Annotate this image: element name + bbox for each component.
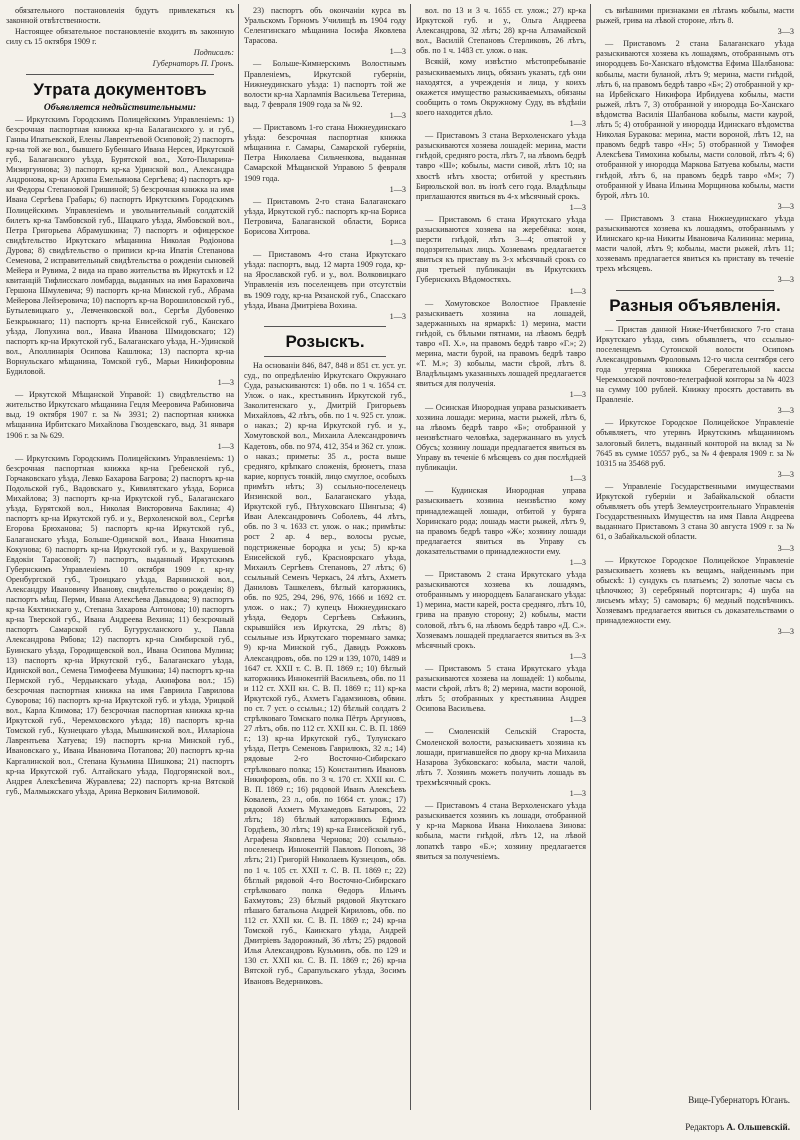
vice-governor-signature: Вице-Губернаторъ Юганъ. [688, 1095, 790, 1105]
publication-number: 1—3 [389, 238, 406, 248]
paragraph: — Приставомъ 2 стана Иркутскаго уѣзда разыскиваются хозяева къ лошадямъ, отобраннымъ у инородцевъ Балаганскаго уѣзда: 1) мерина, масти карей, роста средняго, лѣтъ 10, грива на правую сторону; 2) кобылы, масти соловой, лѣтъ 6, на лѣвомъ бедрѣ тавро «Д. С.». Хозяевамъ лошадей предлагается явиться въ 3-х мѣсячный срокъ. [416, 570, 586, 650]
signed-label: Подписалъ: [193, 48, 234, 58]
column-3 [416, 6, 586, 1100]
divider [264, 356, 386, 357]
paragraph: съ внѣшними признаками ея лѣтамъ кобылы, масти рыжей, грива на лѣвой стороне, лѣтъ 8. [596, 6, 794, 26]
column-divider [410, 4, 411, 1110]
paragraph: — Кудинская Инородная управа разыскиваетъ хозяина неизвѣстно кому принадлежащей лошади, отбитой у буряга Хоринскаго рода; лошадь масти рыжей, лѣтъ 9, на правомъ бедрѣ тавро «Ж»; хозяину лошади предлагается явиться въ Управу съ доказательствами о принадлежности ему. [416, 486, 586, 556]
publication-number: 1—3 [569, 474, 586, 484]
column-2 [244, 6, 406, 1100]
divider [616, 290, 774, 291]
divider [26, 74, 214, 75]
publication-number: 3—3 [777, 469, 794, 479]
section-subtitle: Объявляется недѣйствительными: [43, 102, 197, 113]
editor-label: Редакторъ [685, 1122, 725, 1132]
paragraph: Настоящее обязательное постановленіе входитъ въ законную силу съ 15 октября 1909 г. [6, 27, 234, 47]
paragraph: Всякій, кому извѣстно мѣстопребываніе разыскиваемыхъ лицъ, обязанъ указать, гдѣ они находятся, а учрежденія и лица, у коихъ окажется имущество разыскиваемыхъ, обязаны сообщить о томъ Окружному Суду, въ вѣдѣніи коего находится дѣло. [416, 57, 586, 117]
publication-number: 1—3 [569, 202, 586, 212]
paragraph: — Приставомъ 2 стана Балаганскаго уѣзда разыскиваются хозяева къ лошадямъ, отобраннымъ отъ инородцевъ Бо-Ханскаго вѣдомства Ефима Шалбанова: кобылы, масти буланой, лѣтъ 9; мерина, масти гнѣдой, лѣтъ 6, на правомъ бедрѣ тавро «Б»; 2) отобранной у кр-на Ирбейскаго Никифора Ирбидуева кобылы, масти рыжей, лѣтъ 7, 3) отобранной у инородца Бо-Ханскаго вѣдомства Василія Шалбанова кобылы, масти каурой, лѣтъ 5; 4) отобранной у инородца Идинскаго вѣдомства Николая Буракова: мерина, масти вороной, лѣтъ 12, на правомъ бедрѣ тавро «Н»; 5) отобранной у Тимофея Алексѣева Тимохина кобылы, масти соловой, лѣтъ 4; 6) отобранной у инородца Маркова Батуева кобылы, масти гнѣдой, лѣтъ 6, на правомъ бедрѣ тавро «М»; 7) отобранной у Ивана Ильина Морщинова кобылы, масти бурой, лѣтъ 10. [596, 39, 794, 200]
publication-number: 3—3 [777, 627, 794, 637]
paragraph: — Хомутовское Волостное Правленіе разыскиваетъ хозяина на лошадей, задержанныхъ на ярмаркѣ: 1) мерина, масти гнѣдой, съ бѣлыми пятнами, на лѣвомъ бедрѣ тавро «П. X.», на правомъ бедрѣ тавро «Г.»; 2) мерина, масти бурой, на правомъ бедрѣ тавро «Т. М.»; 3) кобылы, масти сѣрой, лѣтъ 8. Владѣльцамъ указанныхъ лошадей предлагается явиться для полученія. [416, 298, 586, 389]
paragraph: 23) паспортъ объ окончаніи курса въ Уральскомъ Горномъ Училищѣ въ 1904 году Селенгинскаго мѣщанина Іосифа Яковлева Тарасова. [244, 6, 406, 46]
column-4 [596, 6, 794, 1100]
paragraph: — Больше-Кимнерскимъ Волостнымъ Правленіемъ, Иркутской губерніи, Нижнеудинскаго уѣзда: 1) паспортъ той же волости кр-на Харлампія Васильева Тетерина, выд. 7 февраля 1909 года за № 92. [244, 59, 406, 109]
paragraph: — Иркутскимъ Городскимъ Полицейскимъ Управленіемъ: 1) безсрочная паспортная книжка кр-на Балаганского у. и губ., Ганны Ипатьевской, Елены Лаврентьевой Осиповой; 2) паспортъ кр-на той же вол., бывшего Бубеннаго Ивана Нерсея, Иркутской губ., Балаганского уѣзда, Бурятской вол., Хото-Пиларина-Мизиргуинова; 3) паспортъ кр-ка Удинской вол., Александра Андронова, кр-ки Архипа Емельянова Сергѣева; 4) паспортъ кр-ки Федоры Степановой Гришиной; 5) безсрочная книжка на имя Ивана Сергѣева Грабарь; 6) паспортъ Иркутскимъ Городскимъ Полицейскимъ Управленіемъ и увольнительный солдатскій билетъ кр-ка Тамбовской губ., Шацкаго уѣзда, Ямбовской вол., Петра Григорьева Абрамушкина; 7) паспортъ и офицерское свидѣтельство Иркутскаго мѣщанина Николая Родіонова Дурова; 8) свидѣтельство о приписи кр-на Ипатія Степанова Семенова, 2 исправительный свидѣтельства о рожденіи сыновей Мейера и Рувима, 2 вида на право жительства въ Иркутскѣ и 12 квитанцій Тифлисскаго ломбарда, выданных на имя Бараховича Гершона Шмулевича; 9) паспортъ кр-на Минской губ., Абрама Мейерова Лейзеровича; 10) паспортъ кр-на Ворошиловской губ., Бутылевицкаго у., Левченковской вол., Сергѣя Дубовенко Безкрыжнаго; 11) паспортъ кр-на Енисейской губ., Канскаго уѣзда, Лопухина вол., Ивана Иванова Шмидовскаго; 12) паспортъ кр-на Иркутской губ., Балаганскаго уѣзда, Н.-Удинской вол., Аполлинарія Осипова Кашлюка; 13) паспорта кр-на Ворнульскаго мѣщанина, Томской губ., Марьи Никифоровны Будиловой. [6, 114, 234, 376]
paragraph: — Приставомъ 5 стана Иркутскаго уѣзда разыскиваются хозяева на лошадей: 1) кобылы, масти сѣрой, лѣтъ 8; 2) мерина, масти вороной, лѣтъ 5; отобранных у крестьянина Андрея Осипова Васильева. [416, 663, 586, 714]
publication-number: 1—3 [389, 110, 406, 120]
paragraph: — Приставомъ 1-го стана Нижнеудинскаго уѣзда: безсрочная паспортная книжка мѣщанина г. Самары, Самарской губерніи, Петра Николаева Сильченкова, выданная Самарской Мѣщанской Управою 5 февраля 1909 года. [244, 123, 406, 183]
paragraph: — Приставомъ 6 стана Иркутскаго уѣзда разыскиваются хозяева на жеребёнка: коня, шерсти гнѣдой, лѣтъ 3—4; отнятой у подозрительных лицъ. Хозяевамъ предлагается явиться къ приставу въ 3-х мѣсячный срокъ со дня третьей публикаціи въ Иркутскихъ Губернскихъ Вѣдомостяхъ. [416, 214, 586, 285]
publication-number: 1—3 [389, 311, 406, 321]
paragraph: обязательного постановленія будутъ привлекаться къ законной отвѣтственности. [6, 6, 234, 26]
paragraph: — Иркутскимъ Городскимъ Полицейскимъ Управленіемъ: 1) безсрочная паспортная книжка кр-на Гребенской губ., Горчаковскаго уѣзда, Левко Бахарова Багрова; 2) паспортъ кр-на Подольской губ., Вадовскаго у., Кивилятскаго уѣзда, Бориса Михайлова; 3) паспортъ кр-на Иркутской губ., Балаганскаго уѣзда, Бурятской вол., Николая Викторовича Баклина; 4) паспортъ кр-на Иркутской губ. и у., Верхоленской вол., Сергѣя Егорова Брюханова; 5) паспортъ кр-на Иркутской губ., Балаганскаго уѣзда, Больше-Одинской вол., Ивана Никитина Кокунова; 6) паспортъ кр-на Иркутской губ. и у., Вахрушевой Евдокіи Тарасовой; 7) паспортъ, выданный Иркутскимъ Губернскимъ Управленіемъ 10 октября 1909 г. кр-ну Оренбургской губ., Троицкаго уѣзда, Варнинской вол., Александру Ивановичу Иванову, свидѣтельство о рожденіи; 8) паспортъ мѣщ. Перми, Ивана Алексѣева Давыдова; 9) паспортъ кр-на Кяхтинскаго у., Степана Захарова Антонова; 10) паспортъ кр-на Тверской губ., Ивана Андреева Вехина; 11) безсрочный паспортъ Самарской губ. Бугурусланского у., Павла Александрова Рябова; 12) паспортъ кр-на Симбирской губ., Буинскаго уѣзда, Городищевской вол., Ивана Осипова Мулина; 13) паспортъ кр-на Иркутской губ., Балаганскаго уѣзда, Идинской вол., Семена Тимофеева Мушкина; 14) паспортъ кр-на Пермской губ., Чердынскаго уѣзда, Акинфова вол.; 15) безсрочная паспортная книжка на имя Гавриила Гаврилова Суворова; 16) паспортъ кр-на Иркутской губ. и уѣзда, Урицкой вол., Карла Климова; 17) безсрочная паспортная книжка кр-на Иркутской губ., Черемховского уѣзда; 18) паспортъ кр-на Томской губ., Кузнецкаго уѣзда, Мышкинской вол., Илларіона Лаврентьева Хатуева; 19) паспортъ кр-на Минской губ., Ивановскаго у., Ивана Ивановича Потапова; 20) паспортъ кр-на Каргалинской вол., Степана Кузьмина Шишкова; 21) паспортъ кр-на Иркутской губ. Алтайскаго уѣзда, Подгорянской вол., Андрея Алексѣевича Журавлева; 22) паспортъ кр-на Вятской губ., Малмыжскаго уѣзда, Арина Веркович Билимовой. [6, 453, 234, 796]
section-title-search: Розыскъ. [285, 331, 365, 351]
publication-number: 3—3 [777, 201, 794, 211]
paragraph: На основаніи 846, 847, 848 и 851 ст. уст. уг. суд., по опредѣленію Иркутскаго Окружнаго Суда, разыскиваются: 1) обв. по 1 ч. 1654 ст. Улож. о нак., крестьянинъ Иркутской губ., Заколитенскаго у., Дмитрій Григорьевъ Михайловъ, 42 лѣтъ, обв. по 1 ч. 925 ст. улож. о наказ.; 2) кр-на Иркутской губ. и у., Хомутовской вол., Михаила Александровичъ Кадетовъ, обв. по 974, 412, 354 и 362 ст. улож. о наказ.; приметы: 35 л., роста выше средняго, крѣпкаго сложенія, брюнетъ, глаза карие, корпусъ тонкій, лицо смуглое, особыхъ примѣтъ нѣтъ; 3) ссыльно-поселенецъ Инзинской вол., Балаганскаго уѣзда, Иркутской губ., Пѣтуховскаго Шингыза; 4) Иван Александровичъ Соболевъ, 44 лѣтъ, обв. по 3 ч. 1633 ст. улож. о нак.; примѣты: рост 2 ар. 4 вер., волосы русые, подстриженые бородка и усы; 5) кр-ка Енисейской губ., Красноярскаго уѣзда, Михаилъ Сергѣевъ Степановъ, 27 лѣтъ; 6) ссыльный Семенъ Черкасъ, 24 лѣтъ, Ахметъ Даниловъ Ташкелевъ, бѣглый каторжникъ, обв. по 925, 294, 296, 976, 1666 и 1692 ст. улож. о нак.; 7) купецъ Нижнеудинскаго уѣзда, Ѳедоръ Сергѣевъ Свѣжинъ, скрывшійся изъ Иркутска, 29 лѣтъ; 8) ссыльные изъ Иркутскаго тюремнаго замка; 9) кр-на Минской губ., Давидъ Рожковъ Александровъ, обв. по 129 и 139, 1070, 1489 и 1647 ст. XXII т. С. В. П. 1869 г.; 10) бѣглый каторжникъ Иннокентій Васильевъ, обв. по 11 и 112 ст. XXII кн. С. В. П. 1869 г.; 11) кр-ка Иркутской губ., Ахметъ Гадамзиновъ, обвин. по ст. 7 уст. о ссыльн.; 12) бѣглый солдатъ 2 стрѣлковаго Томскаго полка Пётръ Аргуновъ, 27 лѣтъ, обв. по 112 ст. XXII кн. С. В. П. 1869 г.; 13) кр-на Иркутской губ., Тулунскаго уѣзда, Петръ Семеновъ Гаврилюкъ, 32 л.; 14) рядовые 2-го Восточно-Сибирскаго стрѣлковаго полка; 15) Константинъ Ивановъ Никифоровъ, обв. по 3 ч. 170 ст. XXII кн. С. В. П. 1869 г.; 16) рядовой Иванъ Алексѣевъ Ковалевъ, 23 л., обв. по 1664 ст. улож.; 17) рядовой Ахметъ Мухамедовъ Батыровъ, 22 лѣтъ; 18) бѣглый каторжникъ Ефимъ Гордѣевъ, 30 лѣтъ; 19) кр-ка Енисейской губ., Аграфена Яковлева Чернова; 20) ссыльно-поселенецъ Иннокентій Павловъ Поповъ, 38 лѣтъ; 21) Григорій Николаевъ Кузнецовъ, обв. по 1 ч. 105 ст. XXII т. С. В. П. 1869 г.; 22) бѣглый рядовой 4-го Восточно-Сибирскаго стрѣлковаго полка Ѳедоръ Ильичъ Бахмутовъ; 23) бѣглый рядовой Якутскаго пѣшаго батальона Андрей Кириловъ, обв. по 112 ст. XXII кн. С. В. П. 1869 г.; 24) кр-на Томской губ., Каинскаго уѣзда, Андрей Дмитріевъ Задорожный, 36 лѣтъ; 25) рядовой Илья Александровъ Кузьминъ, обв. по 129 и 130 ст. XXII кн. С. В. П. 1869 г.; 26) кр-на Вятской губ., Сарапульскаго уѣзда, Зосимъ Ивановъ Ведерниковъ. [244, 360, 406, 986]
publication-number: 1—3 [217, 441, 234, 451]
publication-number: 3—3 [777, 275, 794, 285]
publication-number: 1—3 [389, 184, 406, 194]
publication-number: 3—3 [777, 27, 794, 37]
column-divider [590, 4, 591, 1110]
divider [616, 320, 774, 321]
paragraph: — Осинская Инородная управа разыскиваетъ хозяина лошади: мерина, масти рыжей, лѣтъ 6, на лѣвомъ бедрѣ тавро «Б»; отобранной у неизвѣстнаго человѣка, задержаннаго въ улусѣ Обусъ; хозяину лошади предлагается явиться въ Управу въ теченіе 6 мѣсяцевъ со дня послѣдней публикаціи. [416, 402, 586, 473]
section-title-lost-documents: Утрата документовъ [33, 79, 207, 99]
paragraph: — Иркутское Городское Полицейское Управленіе разыскиваетъ хозяевъ къ вещамъ, найденнымъ при обыскѣ: 1) сундукъ съ платьемъ; 2) золотые часы съ цѣпочкою; 3) серебряный портсигаръ; 4) шуба на лисьемъ мѣху; 5) самоваръ; 6) медный подсвѣчникъ. Хозяевамъ предлагается явиться съ доказательствами о принадлежности ему. [596, 555, 794, 626]
divider [264, 326, 386, 327]
publication-number: 3—3 [777, 543, 794, 553]
section-title-announcements: Разныя объявленія. [609, 295, 781, 315]
paragraph: — Иркутское Городское Полицейское Управленіе объявляетъ, что утерянъ Иркутскимъ мѣщаниномъ залоговый билетъ, выданный конторой на вклад за № 7645 въ сумме 10557 руб., за № 4 февраля 1909 г. за № 10315 на 35468 руб. [596, 418, 794, 468]
publication-number: 3—3 [777, 406, 794, 416]
editor-name: А. Ольшевскій. [726, 1122, 790, 1132]
paragraph: — Приставомъ 3 стана Нижнеудинскаго уѣзда разыскиваются хозяева къ лошадямъ, отобраннымъ у Илинскаго кр-на Никиты Ивановича Калинина: мерина, масти чалой, лѣтъ 9; кобылы, масти рыжей, лѣтъ 11; хозяевамъ предлагается явиться къ приставу въ теченіе трехъ мѣсяцевъ. [596, 213, 794, 274]
column-divider [238, 4, 239, 1110]
paragraph: — Управленіе Государственными имуществами Иркутской губерніи и Забайкальской области объявляетъ объ утерѣ Землеустроительнаго Управленія Государственныхъ Имуществъ на имя Павла Андреева выданнаго Приставомъ 3 стана 30 августа 1909 г. за № 61, о Забайкальской области. [596, 481, 794, 542]
paragraph: — Приставомъ 3 стана Верхоленскаго уѣзда разыскиваются хозяева лошадей: мерина, масти гнѣдой, средняго роста, лѣтъ 7, на лѣвомъ бедрѣ тавро «Ш»; кобылы, масти сивой, лѣтъ 10; на хвостѣ нѣтъ хвоста; отбитой у крестьянъ Бирюльской вол. въ іюлѣ сего года. Владѣльцы приглашаются явиться въ 4-х мѣсячный срокъ. [416, 131, 586, 201]
publication-number: 1—3 [569, 715, 586, 725]
paragraph: — Смоленскій Сельскій Староста, Смоленской волости, разыскиваетъ хозяина къ лошади, пригнавшейся по двору кр-на Михаила Назарова Зубковскаго: кобыла, масти чалой, лѣтъ 7. Хозяинъ можетъ получить лошадь въ трехмѣсячный срокъ. [416, 727, 586, 787]
editor-line [640, 1122, 790, 1132]
publication-number: 1—3 [569, 557, 586, 567]
paragraph: вол. по 13 и 3 ч. 1655 ст. улож.; 27) кр-ка Иркутской губ. и у., Ольга Андреева Александрова, 32 лѣтъ; 28) кр-на Алзамайской вол., Василій Степановъ Стерликовъ, 26 лѣтъ, обв. по 1 ч. 1483 ст. улож. о нак. [416, 6, 586, 56]
publication-number: 1—3 [569, 119, 586, 129]
paragraph: — Иркутской Мѣщанской Управой: 1) свидѣтельство на жительство Иркутскаго мѣщанина Гецля Мееровича Рабиновича выд. 19 октября 1907 г. за № 3931; 2) паспортная книжка мѣщанина Ирбитскаго Михайлова Гвоздевскаго, выд. 31 января 1906 г. за № 629. [6, 390, 234, 440]
publication-number: 1—3 [569, 651, 586, 661]
governor-signature: Губернаторъ П. Гронъ. [152, 59, 234, 69]
publication-number: 1—3 [569, 390, 586, 400]
publication-number: 1—3 [217, 378, 234, 388]
column-1 [6, 6, 234, 1100]
publication-number: 1—3 [569, 286, 586, 296]
paragraph: — Приставомъ 4-го стана Иркутскаго уѣзда: паспортъ, выд. 12 марта 1909 года, кр-на Ярославской губ. и у., вол. Волковицкаго Управленія изъ поселенцевъ при отсутствіи въ 1909 году, кр-на Рязанской губ., Спасскаго уѣзда, Ивана Дмитріева Вохина. [244, 250, 406, 310]
publication-number: 1—3 [569, 789, 586, 799]
paragraph: — Приставомъ 4 стана Верхоленскаго уѣзда разыскивается хозяинъ къ лошади, отобранной у кр-на Маркова Ивана Николаева Зинова: кобыла, масти гнѣдой, лѣтъ 12, на лѣвой лопаткѣ тавро «Б.»; хозяину предлагается явиться за полученіемъ. [416, 801, 586, 861]
paragraph: — Пристав данной Ниже-Ичетбинского 7-го стана Иркутскаго уѣзда, симъ объявляетъ, что ссыльно-поселенцемъ Сутонской волости Осипомъ Александровымъ Фроловымъ 12-го числа сентября сего года утеряна книжка Сберегательной кассы Черемховской почтово-телеграфной конторы за № 4023 на сумму 100 рублей. Книжку просятъ доставить въ Правленіе. [596, 324, 794, 405]
publication-number: 1—3 [389, 47, 406, 57]
paragraph: — Приставомъ 2-го стана Балаганскаго уѣзда, Иркутской губ.: паспортъ кр-на Бориса Петровича, Балаганской области, Бориса Борисова Хитрова. [244, 196, 406, 236]
